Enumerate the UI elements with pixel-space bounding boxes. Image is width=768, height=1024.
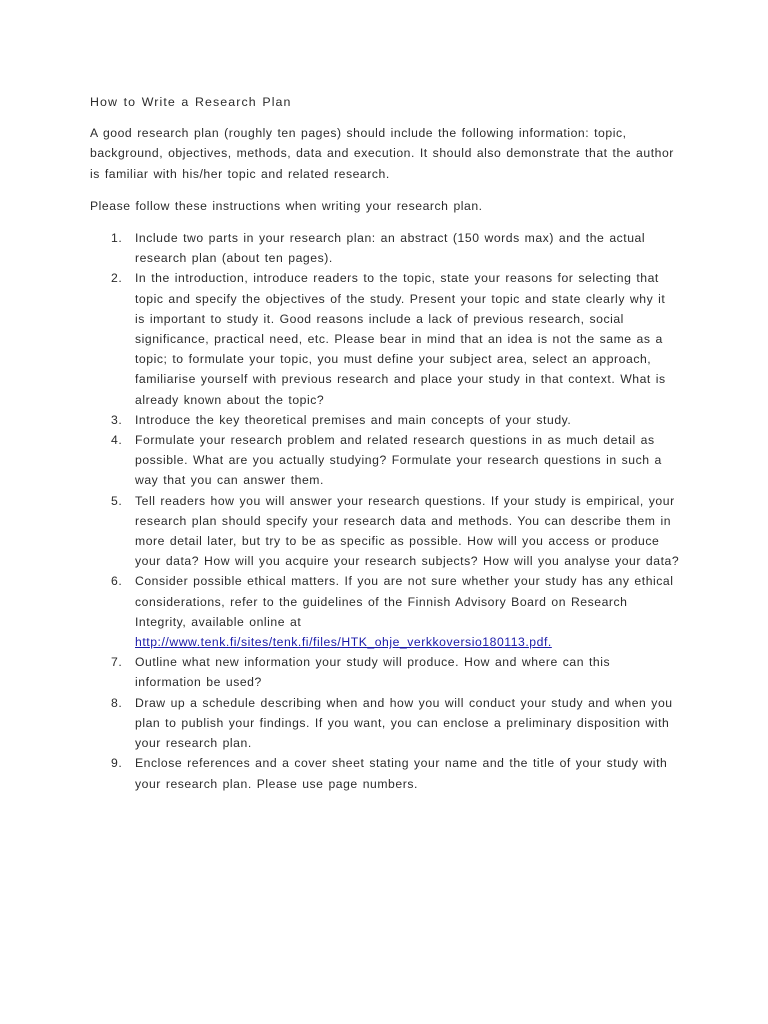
list-item bbox=[90, 228, 680, 268]
intro-paragraph: A good research plan (roughly ten pages) should include the following information: topic, background, objectives, methods, data and execution. It should also demonstrate that the author is familiar with his/her topic and related research. bbox=[90, 126, 674, 181]
list-item-number: 8. bbox=[111, 695, 123, 710]
list-item bbox=[90, 491, 680, 572]
list-item-text: Enclose references and a cover sheet stating your name and the title of your study with your research plan. Please use page numbers. bbox=[135, 756, 668, 791]
list-item-number: 1. bbox=[111, 231, 123, 246]
instructions-lead: Please follow these instructions when writing your research plan. bbox=[90, 198, 483, 213]
list-item bbox=[90, 410, 680, 430]
list-item-text: Tell readers how you will answer your research questions. If your study is empirical, your research plan should specify your research data and methods. You can describe them in more detail later, but try to be as specific as possible. How will you access or produce your data? How will you acquire your research subjects? How will you analyse your data? bbox=[135, 493, 680, 569]
list-item-text: Introduce the key theoretical premises and main concepts of your study. bbox=[135, 412, 572, 427]
document-page bbox=[90, 92, 680, 794]
list-item-text: Outline what new information your study will produce. How and where can this information be used? bbox=[135, 655, 611, 690]
instructions-list bbox=[90, 228, 680, 794]
list-item-text: Draw up a schedule describing when and how you will conduct your study and when you plan to publish your findings. If you want, you can enclose a preliminary disposition with your research plan. bbox=[135, 695, 673, 751]
list-item-number: 6. bbox=[111, 574, 123, 589]
list-item-number: 9. bbox=[111, 756, 123, 771]
list-item bbox=[90, 753, 680, 793]
list-item bbox=[90, 693, 680, 754]
list-item-number: 4. bbox=[111, 433, 123, 448]
list-item-text: Formulate your research problem and related research questions in as much detail as possible. What are you actually studying? Formulate your research questions in such a way that you can answer them. bbox=[135, 433, 662, 488]
list-item bbox=[90, 652, 680, 692]
document-title: How to Write a Research Plan bbox=[90, 95, 292, 109]
list-item-number: 3. bbox=[111, 412, 123, 427]
list-item-number: 2. bbox=[111, 271, 123, 286]
list-item-text: Consider possible ethical matters. If you are not sure whether your study has any ethical considerations, refer to the guidelines of the Finnish Advisory Board on Research Integrity, available online at bbox=[135, 574, 674, 629]
list-item-number: 5. bbox=[111, 493, 123, 508]
list-item bbox=[90, 268, 680, 409]
tenk-guidelines-link[interactable]: http://www.tenk.fi/sites/tenk.fi/files/HTK_ohje_verkkoversio180113.pdf. bbox=[135, 635, 552, 650]
list-item-text: Include two parts in your research plan: an abstract (150 words max) and the actual research plan (about ten pages). bbox=[135, 231, 646, 266]
list-item bbox=[90, 430, 680, 491]
list-item-text: In the introduction, introduce readers to the topic, state your reasons for selecting that topic and specify the objectives of the study. Present your topic and state clearly why it is important to study it. Good reasons include a lack of previous research, social significance, practical need, etc. Please bear in mind that an idea is not the same as a topic; to formulate your topic, you must define your subject area, select an approach, familiarise yourself with previous research and place your study in that context. What is already known about the topic? bbox=[135, 271, 666, 407]
list-item-number: 7. bbox=[111, 655, 123, 670]
list-item bbox=[90, 571, 680, 652]
